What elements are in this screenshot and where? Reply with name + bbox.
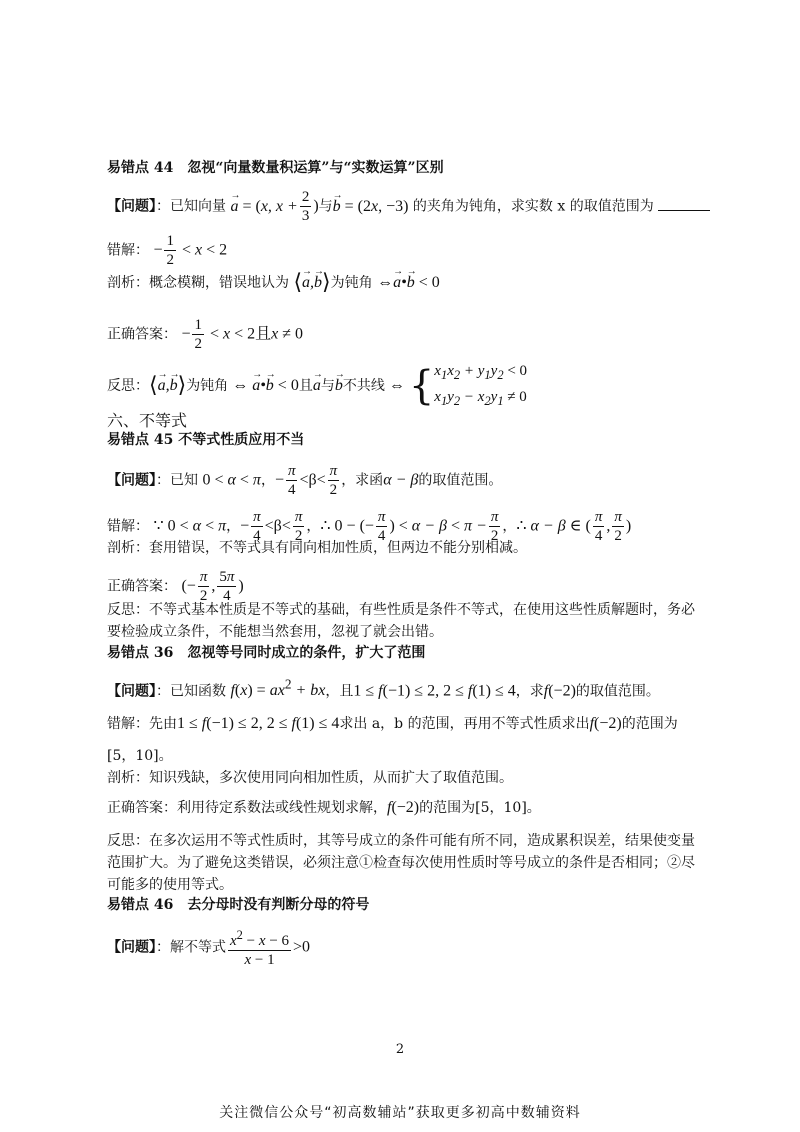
item45-analysis: 剖析：套用错误，不等式具有同向相加性质，但两边不能分别相减。	[107, 540, 527, 556]
item36-reflect-3: 可能多的使用等式。	[107, 877, 233, 893]
section-title: 六、不等式	[107, 411, 188, 430]
item45-title: 易错点 45 不等式性质应用不当	[107, 432, 305, 448]
item36-wrong-2: [5，10]。	[107, 748, 173, 764]
item46-question: 【问题】：解不等式 $\frac{x^2 - x - 6}{x - 1}$ >0	[107, 928, 311, 968]
item44-wrong: 错解： − $\frac{1}{2}$ < x < 2	[107, 233, 228, 268]
item44-question: 【问题】：已知向量 → a = (x, x + $\frac{2}{3}$ )与→ b = (2x, −3) 的夹角为钝角，求实数 x 的取值范围为	[107, 188, 710, 225]
item36-reflect-2: 范围扩大。为了避免这类错误，必须注意①检查每次使用性质时等号成立的条件是否相同；②尽	[107, 855, 695, 871]
item44-analysis: 剖析：概念模糊，错误地认为 ⟨→ a,→ b⟩为钝角 ⇔→ a•→ b < 0	[107, 273, 710, 293]
item45-wrong: 错解： ∵ 0 < α < π，− $\frac{\pi}{4}$ <β< $\frac{\pi}{2}$ ，∴ 0 − (− $\frac{\pi}{4}$ ) < α − β < π − $\frac{\pi}{2}$ ，∴ α − β ∈ ( $\frac{\pi}{4}$ , $\frac{\pi}{2}$ )	[107, 509, 632, 544]
item44-reflect: 反思：⟨→ a,→ b⟩为钝角 ⇔ → a•→ b < 0且→ a与→ b不共线 ⇔ {$x_1x_2 + y_1y_2 < 0$ $x_1y_2 - x_2y_1 \ne 0$	[107, 360, 710, 404]
item36-title: 易错点 36 忽视等号同时成立的条件，扩大了范围	[107, 645, 426, 661]
item36-wrong: 错解：先由1 ≤ f(−1) ≤ 2, 2 ≤ f(1) ≤ 4求出 a，b 的范围，再用不等式性质求出f(−2)的范围为	[107, 715, 678, 732]
item36-reflect-1: 反思：在多次运用不等式性质时，其等号成立的条件可能有所不同，造成累积误差，结果使变量	[107, 833, 695, 849]
item45-reflect-2: 要检验成立条件，不能想当然套用，忽视了就会出错。	[107, 624, 443, 640]
item45-question: 【问题】：已知 0 < α < π，− $\frac{\pi}{4}$ <β< $\frac{\pi}{2}$ ，求函α − β的取值范围。	[107, 463, 503, 498]
item45-reflect-1: 反思：不等式基本性质是不等式的基础，有些性质是条件不等式，在使用这些性质解题时，务必	[107, 602, 695, 618]
item46-title: 易错点 46 去分母时没有判断分母的符号	[107, 897, 370, 913]
question-prefix: 【问题】	[107, 198, 156, 215]
item45-correct: 正确答案： (− $\frac{\pi}{2}$ , $\frac{5\pi}{4}$ )	[107, 569, 244, 604]
item44-title: 易错点 44 忽视“向量数量积运算”与“实数运算”区别	[107, 160, 444, 176]
item36-analysis: 剖析：知识残缺，多次使用同向相加性质，从而扩大了取值范围。	[107, 770, 513, 786]
item44-correct: 正确答案： − $\frac{1}{2}$ < x < 2且x ≠ 0	[107, 317, 304, 352]
item36-correct: 正确答案：利用待定系数法或线性规划求解，f(−2)的范围为[5，10]。	[107, 799, 541, 816]
answer-blank	[658, 196, 710, 211]
footer-text: 关注微信公众号“初高数辅站”获取更多初高中数辅资料	[219, 1105, 581, 1121]
page-number: 2	[395, 1042, 405, 1057]
item36-question: 【问题】：已知函数 $f(x) = ax^2$ + bx，且1 ≤ f(−1) ≤ 2, 2 ≤ f(1) ≤ 4，求f(−2)的取值范围。	[107, 677, 660, 700]
